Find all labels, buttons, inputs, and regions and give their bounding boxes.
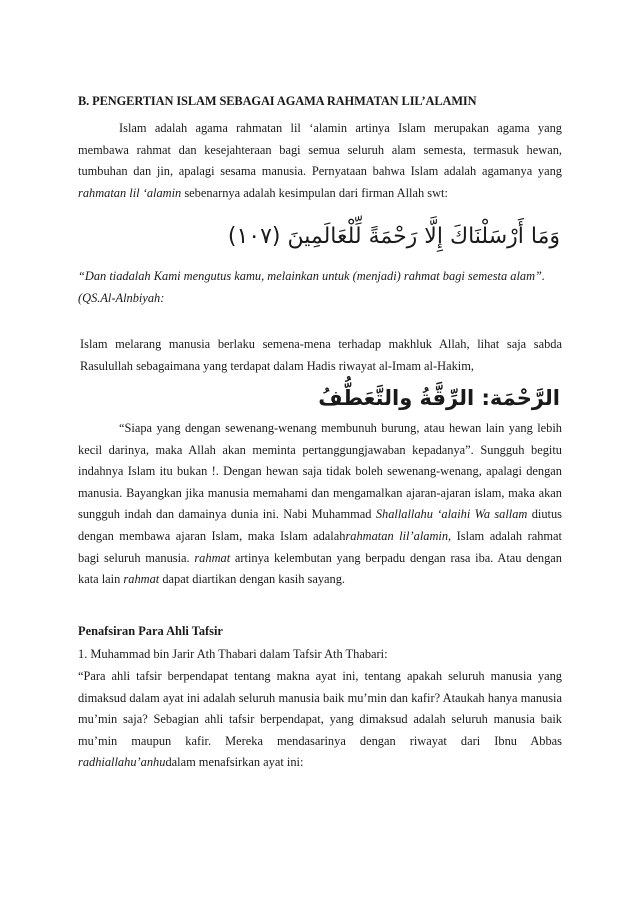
verse-translation: “Dan tiadalah Kami mengutus kamu, melainkan untuk (menjadi) rahmat bagi semesta alam”.(QS.Al-Alnbiyah: [78, 269, 546, 305]
rahmat-italic-1: rahmat [194, 550, 231, 565]
tafsir-quote [78, 666, 562, 774]
salawat-italic: Shallallahu ‘alaihi Wa sallam [375, 507, 528, 522]
tafsir-heading: Penafsiran Para Ahli Tafsir [78, 624, 223, 638]
rahmatan-italic: rahmatan lil’alamin [345, 528, 449, 543]
hadith-arabic: الرَّحْمَة: الرِّقَّةُ والتَّعَطُّفُ [318, 386, 560, 410]
intro-text: Islam adalah agama rahmatan lil ‘alamin artinya Islam merupakan agama yang membawa rahmat dan kesejahteraan bagi semua seluruh alam semesta, termasuk hewan, tumbuhan dan jin, apalagi sesama manusia. Pernyataan bahwa Islam adalah agamanya yang [78, 121, 562, 179]
hadith-text-3: , Islam adalah rahmat bagi seluruh manusia. [78, 528, 562, 565]
section-heading: B. PENGERTIAN ISLAM SEBAGAI AGAMA RAHMATAN LIL’ALAMIN [78, 94, 477, 108]
paragraph-hadith-meaning [78, 418, 562, 591]
radhiallahu-italic: radhiallahu’anhu [78, 755, 166, 770]
tafsir-quote-text: “Para ahli tafsir berpendapat tentang makna ayat ini, tentang apakah seluruh manusia yang dimaksud dalam ayat ini adalah seluruh manusia baik mu’min dan kafir? Ataukah hanya manusia mu’min saja? Sebagian ahli tafsir berpendapat, yang dimaksud adalah seluruh manusia baik mu’min maupun kafir. Mereka mendasarinya dengan riwayat dari Ibnu Abbas [78, 669, 562, 748]
tafsir-item-1: 1. Muhammad bin Jarir Ath Thabari dalam Tafsir Ath Thabari: [78, 647, 388, 661]
hadith-text-4: artinya kelembutan yang berpadu dengan rasa iba. Atau dengan kata lain [78, 550, 562, 587]
intro-text-end: sebenarnya adalah kesimpulan dari firman Allah swt: [181, 185, 448, 200]
paragraph-intro [78, 118, 562, 204]
intro-italic-term: rahmatan lil ‘alamin [78, 185, 182, 200]
hadith-text-5: dapat diartikan dengan kasih sayang. [159, 572, 346, 587]
hadith-text: “Siapa yang dengan sewenang-wenang membunuh burung, atau hewan lain yang lebih kecil darinya, maka Allah akan meminta pertanggungjawaban kepadanya”. Sungguh begitu indahnya Islam itu bukan !. Dengan hewan saja tidak boleh sewenang-wenang, apalagi dengan manusia. Bayangkan jika manusia memahami dan mengamalkan ajaran-ajaran islam, maka akan sungguh indah dan damainya dunia ini. Nabi Muhammad [78, 421, 562, 522]
tafsir-quote-end: dalam menafsirkan ayat ini: [165, 755, 304, 770]
hadith-text-2: diutus dengan membawa ajaran Islam, maka Islam adalah [78, 507, 562, 543]
quran-verse: وَمَا أَرْسَلْنَاكَ إِلَّا رَحْمَةً لِّلْعَالَمِينَ (١٠٧) [227, 224, 560, 249]
rahmat-italic-2: rahmat [123, 572, 160, 587]
paragraph-hadith-intro: Islam melarang manusia berlaku semena-mena terhadap makhluk Allah, lihat saja sabda Rasulullah sebagaimana yang terdapat dalam Hadis riwayat al-Imam al-Hakim, [80, 337, 562, 373]
